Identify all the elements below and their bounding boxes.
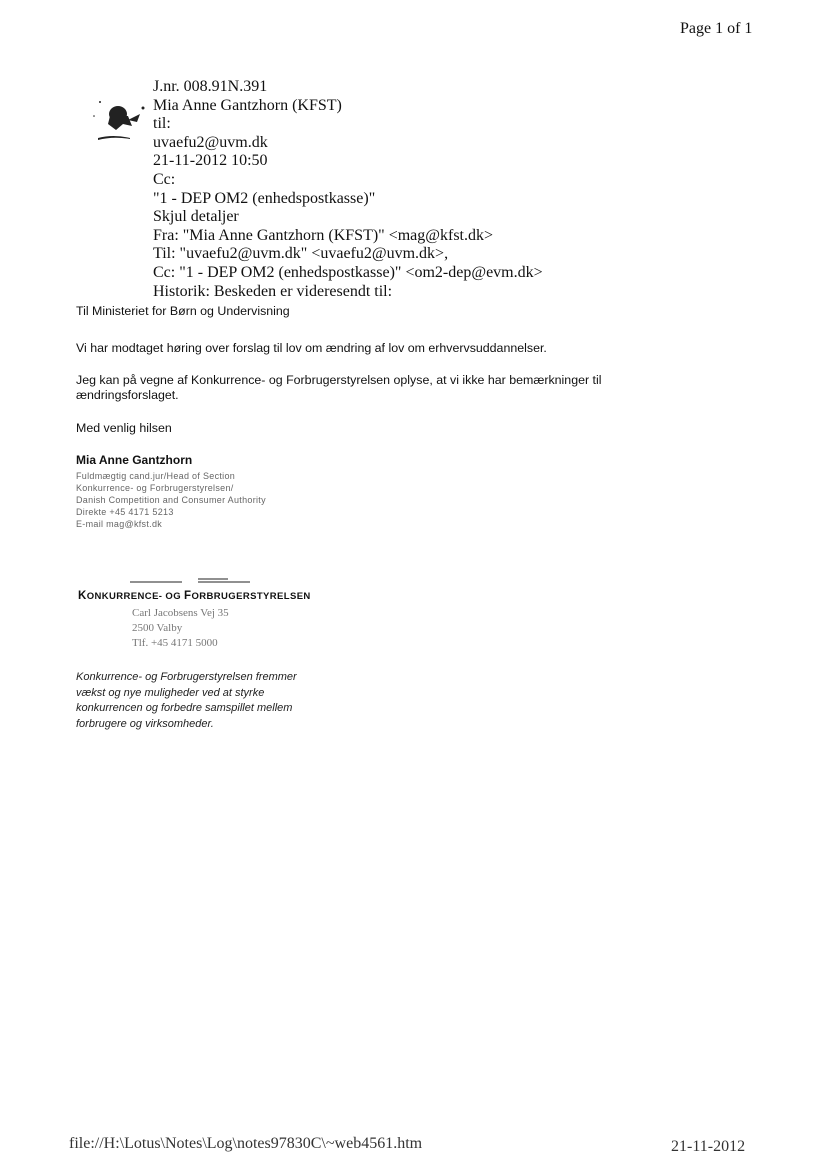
- footer-print-date: 21-11-2012: [671, 1138, 746, 1155]
- organization-logo-text: KONKURRENCE- OG FORBRUGERSTYRELSEN: [78, 590, 311, 602]
- signature-organization-en: Danish Competition and Consumer Authority: [76, 495, 266, 505]
- motto-line: Konkurrence- og Forbrugerstyrelsen fremmer: [76, 671, 297, 683]
- address-phone: Tlf. +45 4171 5000: [132, 637, 218, 649]
- signature-organization-da: Konkurrence- og Forbrugerstyrelsen/: [76, 483, 234, 493]
- body-paragraph-2-line-2: ændringsforslaget.: [76, 388, 179, 402]
- address-street: Carl Jacobsens Vej 35: [132, 607, 229, 619]
- organization-motto: [76, 670, 297, 732]
- sent-timestamp: 21-11-2012 10:50: [153, 152, 268, 170]
- email-header: [153, 78, 543, 301]
- to-detail: Til: "uvaefu2@uvm.dk" <uvaefu2@uvm.dk>,: [153, 245, 449, 263]
- sender-name: Mia Anne Gantzhorn (KFST): [153, 96, 342, 114]
- hide-details-link[interactable]: Skjul detaljer: [153, 208, 239, 226]
- address-city: 2500 Valby: [132, 622, 183, 634]
- signature-title: Fuldmægtig cand.jur/Head of Section: [76, 471, 236, 481]
- from-detail: Fra: "Mia Anne Gantzhorn (KFST)" <mag@kfst.dk>: [153, 226, 494, 244]
- signature-name: Mia Anne Gantzhorn: [76, 453, 193, 467]
- recipient-line: Til Ministeriet for Børn og Undervisning: [76, 304, 290, 318]
- motto-line: vækst og nye muligheder ved at styrke: [76, 686, 265, 699]
- journal-number: J.nr. 008.91N.391: [153, 78, 268, 95]
- cc-detail: Cc: "1 - DEP OM2 (enhedspostkasse)" <om2-dep@evm.dk>: [153, 263, 543, 281]
- organization-address: [132, 606, 229, 651]
- signature-details: [76, 470, 266, 530]
- motto-line: konkurrencen og forbedre samspillet mellem: [76, 702, 293, 714]
- motto-line: forbrugere og virksomheder.: [76, 717, 214, 730]
- body-paragraph-2-line-1: Jeg kan på vegne af Konkurrence- og Forbrugerstyrelsen oplyse, at vi ikke har bemærkninger til: [76, 373, 602, 387]
- sender-avatar: [88, 86, 150, 148]
- to-label: til:: [153, 115, 171, 133]
- cc-label: Cc:: [153, 170, 176, 188]
- logo-mark: [130, 576, 250, 588]
- body-paragraph-1: Vi har modtaget høring over forslag til lov om ændring af lov om erhvervsuddannelser.: [76, 341, 547, 355]
- footer-file-path: file://H:\Lotus\Notes\Log\notes97830C\~web4561.htm: [69, 1135, 423, 1152]
- signature-email: E-mail mag@kfst.dk: [76, 519, 163, 529]
- signature-direct-phone: Direkte +45 4171 5213: [76, 507, 174, 517]
- history-detail: Historik: Beskeden er videresendt til:: [153, 282, 393, 300]
- cc-address: "1 - DEP OM2 (enhedspostkasse)": [153, 189, 376, 207]
- to-address: uvaefu2@uvm.dk: [153, 133, 268, 151]
- page-number: Page 1 of 1: [680, 20, 753, 37]
- closing-greeting: Med venlig hilsen: [76, 421, 172, 435]
